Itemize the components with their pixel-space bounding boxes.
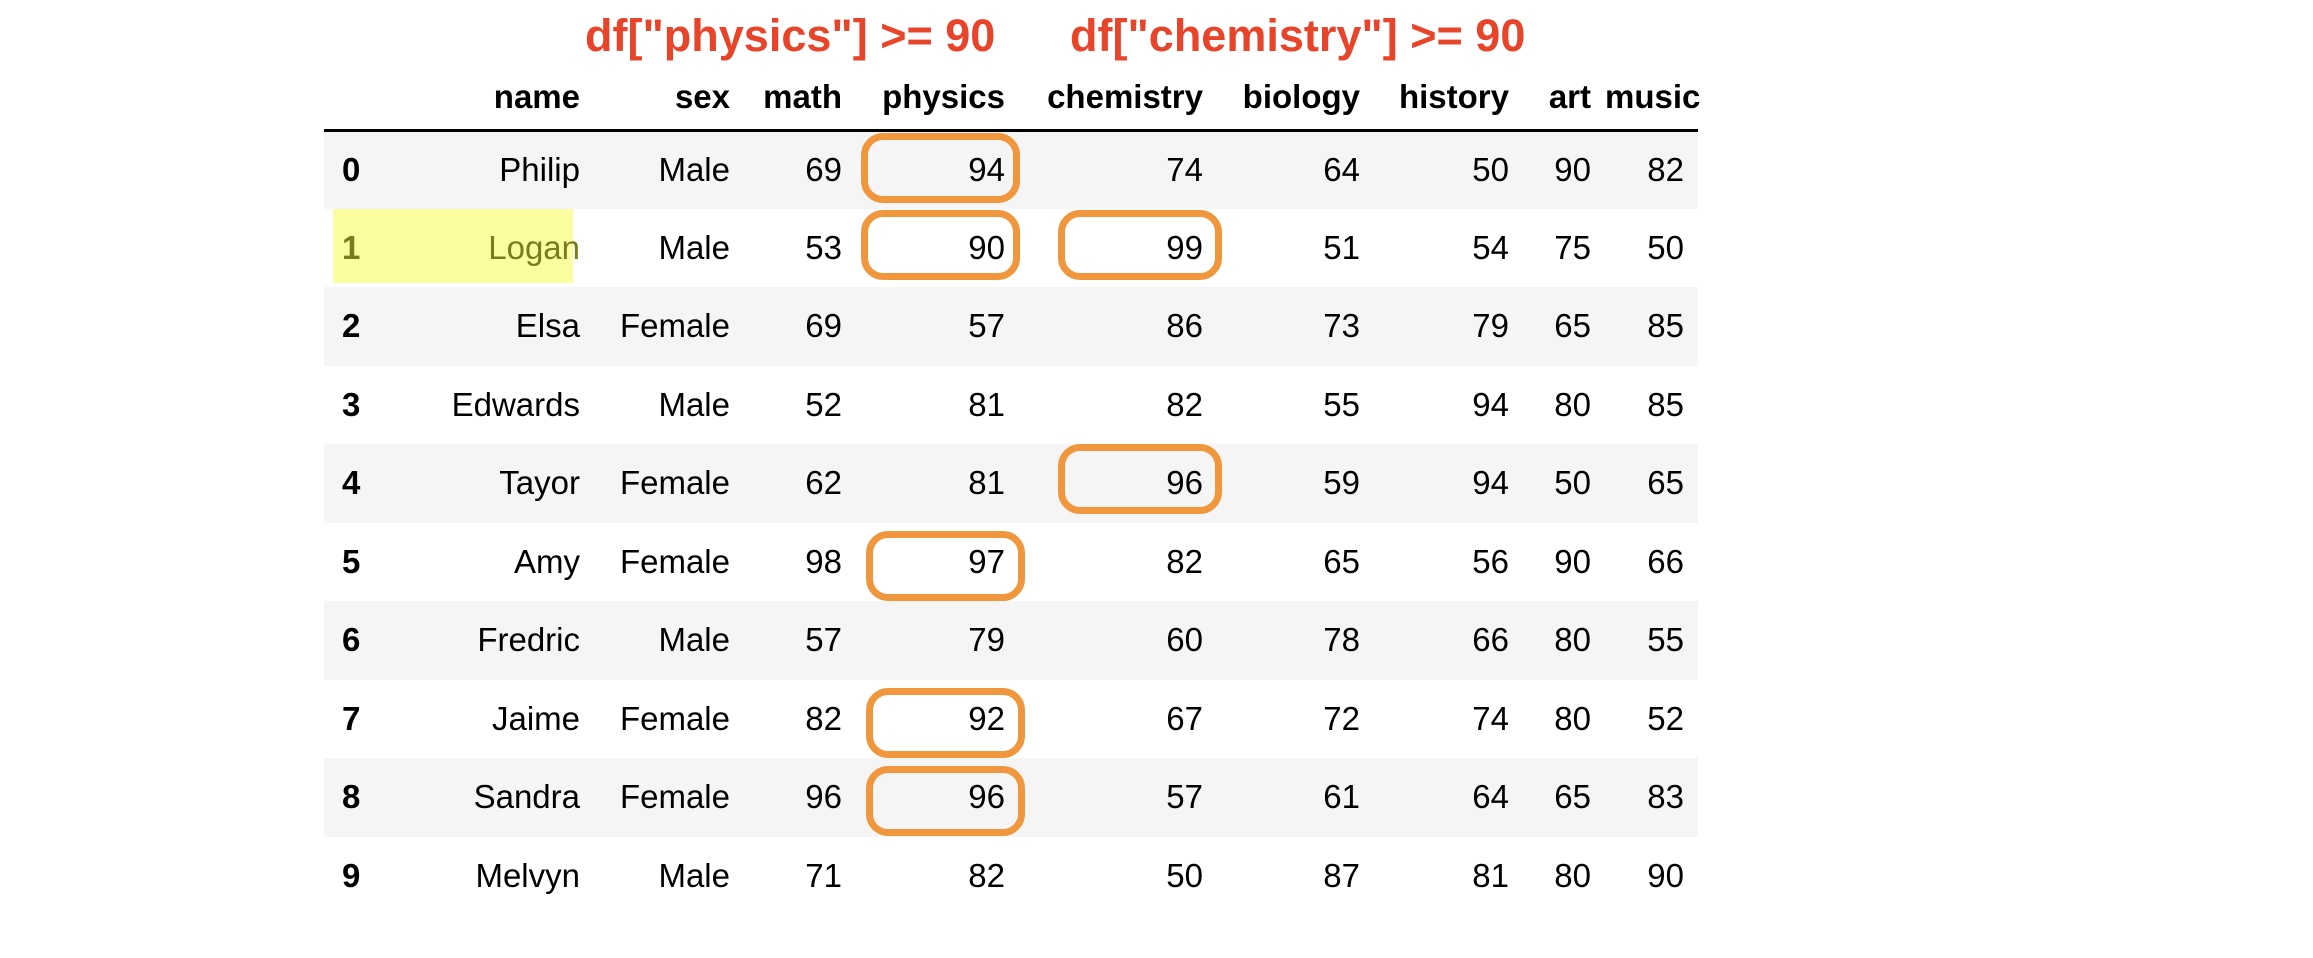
cell-math: 69: [805, 307, 842, 345]
cell-music: 83: [1647, 778, 1684, 816]
cell-sex: Male: [658, 151, 730, 188]
cell-chemistry: 57: [1166, 778, 1203, 816]
cell-math: 98: [805, 542, 842, 580]
cell-physics: 94: [968, 151, 1005, 188]
cell-name: Jaime: [491, 699, 580, 737]
cell-biology: 55: [1323, 385, 1360, 423]
cell-physics: 81: [968, 464, 1005, 502]
cell-art: 80: [1554, 699, 1591, 737]
physics-match-box-row-7: [866, 688, 1025, 758]
cell-music: 85: [1647, 385, 1684, 423]
cell-art: 50: [1554, 464, 1591, 502]
cell-biology: 59: [1323, 464, 1360, 502]
cell-biology: 64: [1323, 151, 1360, 188]
cell-name: Fredric: [477, 621, 580, 659]
chemistry-filter-caption: df["chemistry"] >= 90: [1070, 10, 1526, 61]
cell-chemistry: 50: [1166, 856, 1203, 894]
cell-name: Melvyn: [475, 856, 580, 894]
cell-history: 94: [1472, 385, 1509, 423]
cell-chemistry: 82: [1166, 542, 1203, 580]
cell-history: 74: [1472, 699, 1509, 737]
row-index: 7: [342, 699, 361, 737]
cell-art: 65: [1554, 778, 1591, 816]
row-index: 0: [342, 151, 361, 188]
cell-math: 96: [805, 778, 842, 816]
cell-sex: Male: [658, 385, 730, 423]
cell-name: Elsa: [515, 307, 580, 345]
cell-art: 65: [1554, 307, 1591, 345]
physics-match-box-row-0: [861, 133, 1020, 203]
header-chemistry: chemistry: [1019, 66, 1217, 130]
header-biology: biology: [1217, 66, 1374, 130]
row-index: 4: [342, 464, 361, 502]
table-row: [324, 444, 1698, 523]
cell-chemistry: 96: [1166, 464, 1203, 502]
header-sex: sex: [594, 66, 744, 130]
cell-biology: 73: [1323, 307, 1360, 345]
cell-math: 82: [805, 699, 842, 737]
table-row: [324, 837, 1698, 916]
cell-chemistry: 67: [1166, 699, 1203, 737]
cell-chemistry: 86: [1166, 307, 1203, 345]
cell-music: 66: [1647, 542, 1684, 580]
header-math: math: [744, 66, 856, 130]
cell-art: 80: [1554, 856, 1591, 894]
table-row: [324, 366, 1698, 445]
cell-math: 71: [805, 856, 842, 894]
cell-sex: Male: [658, 621, 730, 659]
cell-physics: 97: [968, 542, 1005, 580]
cell-sex: Female: [619, 542, 730, 580]
cell-music: 65: [1647, 464, 1684, 502]
cell-art: 90: [1554, 151, 1591, 188]
cell-music: 90: [1647, 856, 1684, 894]
cell-biology: 51: [1323, 228, 1360, 266]
cell-chemistry: 60: [1166, 621, 1203, 659]
chemistry-match-box-row-4: [1058, 444, 1222, 514]
header-music: music: [1605, 66, 1698, 130]
row-index: 8: [342, 778, 361, 816]
cell-physics: 90: [968, 228, 1005, 266]
cell-physics: 82: [968, 856, 1005, 894]
cell-chemistry: 82: [1166, 385, 1203, 423]
header-name: name: [384, 66, 594, 130]
cell-history: 56: [1472, 542, 1509, 580]
physics-match-box-row-1: [861, 210, 1020, 280]
row-index: 3: [342, 385, 361, 423]
cell-history: 79: [1472, 307, 1509, 345]
row-index: 5: [342, 542, 361, 580]
cell-math: 62: [805, 464, 842, 502]
row-index: 1: [342, 228, 361, 266]
cell-biology: 72: [1323, 699, 1360, 737]
cell-art: 80: [1554, 621, 1591, 659]
physics-filter-caption: df["physics"] >= 90: [585, 10, 996, 61]
header-index: [324, 66, 384, 130]
cell-sex: Female: [619, 778, 730, 816]
cell-history: 81: [1472, 856, 1509, 894]
cell-name: Amy: [514, 542, 580, 580]
cell-history: 64: [1472, 778, 1509, 816]
physics-match-box-row-5: [866, 531, 1025, 601]
row-index: 6: [342, 621, 361, 659]
table-row: [324, 287, 1698, 366]
row-index: 9: [342, 856, 361, 894]
cell-art: 75: [1554, 228, 1591, 266]
chemistry-match-box-row-1: [1058, 210, 1222, 280]
cell-sex: Female: [619, 464, 730, 502]
cell-name: Sandra: [473, 778, 580, 816]
header-physics: physics: [856, 66, 1019, 130]
cell-sex: Male: [658, 856, 730, 894]
cell-art: 80: [1554, 385, 1591, 423]
cell-art: 90: [1554, 542, 1591, 580]
cell-math: 52: [805, 385, 842, 423]
cell-sex: Male: [658, 228, 730, 266]
physics-match-box-row-8: [866, 766, 1025, 836]
cell-biology: 65: [1323, 542, 1360, 580]
cell-physics: 79: [968, 621, 1005, 659]
cell-music: 55: [1647, 621, 1684, 659]
row-index: 2: [342, 307, 361, 345]
cell-physics: 57: [968, 307, 1005, 345]
cell-music: 85: [1647, 307, 1684, 345]
cell-physics: 96: [968, 778, 1005, 816]
cell-physics: 92: [968, 699, 1005, 737]
header-art: art: [1523, 66, 1605, 130]
cell-history: 54: [1472, 228, 1509, 266]
table-row: [324, 601, 1698, 680]
cell-sex: Female: [619, 307, 730, 345]
cell-biology: 78: [1323, 621, 1360, 659]
cell-name: Philip: [499, 151, 580, 188]
cell-history: 94: [1472, 464, 1509, 502]
cell-physics: 81: [968, 385, 1005, 423]
cell-name: Tayor: [499, 464, 580, 502]
cell-history: 50: [1472, 151, 1509, 188]
cell-biology: 87: [1323, 856, 1360, 894]
header-history: history: [1374, 66, 1523, 130]
header-row: [324, 66, 1698, 130]
cell-name: Logan: [488, 228, 580, 266]
cell-music: 52: [1647, 699, 1684, 737]
cell-math: 53: [805, 228, 842, 266]
cell-music: 82: [1647, 151, 1684, 188]
cell-sex: Female: [619, 699, 730, 737]
cell-biology: 61: [1323, 778, 1360, 816]
cell-name: Edwards: [451, 385, 580, 423]
cell-math: 57: [805, 621, 842, 659]
cell-math: 69: [805, 151, 842, 188]
cell-chemistry: 74: [1166, 151, 1203, 188]
cell-history: 66: [1472, 621, 1509, 659]
cell-chemistry: 99: [1166, 228, 1203, 266]
cell-music: 50: [1647, 228, 1684, 266]
